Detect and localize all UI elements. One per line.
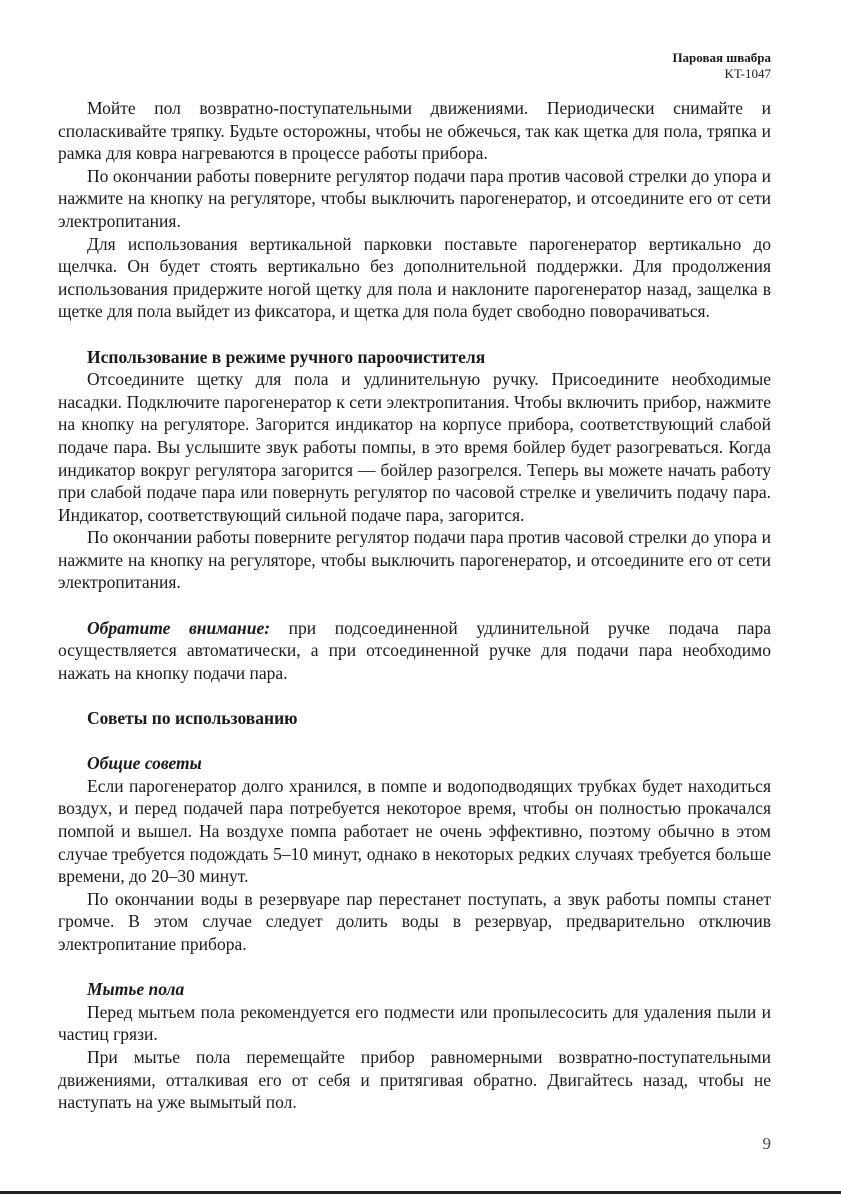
paragraph: Для использования вертикальной парковки поставьте парогенератор вертикально до щелчка. Он будет стоять вертикально без дополнительной поддержки. Для продолжения использования придержите ногой щетку для пола и наклоните парогенератор назад, защелка в щетке для пола выйдет из фиксатора, и щетка для пола будет свободно поворачиваться. <box>58 233 771 322</box>
note-text: при подсоединенной удлинительной ручке подача пара осуществляется автоматически, а при отсоединенной ручке для подачи пара необходимо нажать на кнопку подачи пара. <box>58 617 771 683</box>
section-heading-usage-tips: Советы по использованию <box>87 708 298 729</box>
paragraph: При мытье пола перемещайте прибор равномерными возвратно-поступательными движениями, отталкивая его от себя и притягивая обратно. Двигайтесь назад, чтобы не наступать на уже вымытый пол. <box>58 1046 771 1113</box>
note-lead: Обратите внимание: <box>87 617 271 638</box>
product-title: Паровая швабра <box>672 50 771 65</box>
paragraph: По окончании работы поверните регулятор подачи пара против часовой стрелки до упора и нажмите на кнопку на регуляторе, чтобы выключить парогенератор, и отсоедините его от сети электропитания. <box>58 165 771 231</box>
model-number: KT-1047 <box>724 66 771 81</box>
page-content <box>58 97 771 1114</box>
paragraph: Отсоедините щетку для пола и удлинительную ручку. Присоедините необходимые насадки. Подключите парогенератор к сети электропитания. Чтобы включить прибор, нажмите на кнопку на регуляторе. Загорится индикатор на корпусе прибора, соответствующий слабой подаче пара. Вы услышите звук работы помпы, в это время бойлер будет разогреваться. Когда индикатор вокруг регулятора загорится — бойлер разогрелся. Теперь вы можете начать работу при слабой подаче пара или повернуть регулятор по часовой стрелке и увеличить подачу пара. Индикатор, соответствующий сильной подаче пара, загорится. <box>58 369 771 525</box>
spacer <box>58 730 771 753</box>
subheading-general-tips: Общие советы <box>87 753 202 774</box>
paragraph: Перед мытьем пола рекомендуется его подмести или пропылесосить для удаления пыли и частиц грязи. <box>58 1001 771 1045</box>
paragraph: Мойте пол возвратно-поступательными движениями. Периодически снимайте и споласкивайте тряпку. Будьте осторожны, чтобы не обжечься, так как щетка для пола, тряпка и рамка для ковра нагреваются в процессе работы прибора. <box>58 98 771 164</box>
page-number: 9 <box>762 1134 771 1153</box>
spacer <box>58 594 771 617</box>
spacer <box>58 323 771 346</box>
paragraph: По окончании работы поверните регулятор подачи пара против часовой стрелки до упора и нажмите на кнопку на регуляторе, чтобы выключить парогенератор, и отсоедините его от сети электропитания. <box>58 527 771 593</box>
section-heading-manual-mode: Использование в режиме ручного пароочистителя <box>87 346 486 367</box>
subheading-floor-cleaning: Мытье пола <box>87 979 185 1000</box>
note-paragraph <box>58 617 771 685</box>
spacer <box>58 684 771 707</box>
paragraph: По окончании воды в резервуаре пар перестанет поступать, а звук работы помпы станет громче. В этом случае следует долить воды в резервуар, предварительно отключив электропитание прибора. <box>58 888 771 954</box>
paragraph: Если парогенератор долго хранился, в помпе и водоподводящих трубках будет находиться воздух, и перед подачей пара потребуется некоторое время, чтобы он полностью прокачался помпой и вышел. На воздухе помпа работает не очень эффективно, поэтому обычно в этом случае требуется подождать 5–10 минут, однако в некоторых редких случаях требуется больше времени, до 20–30 минут. <box>58 775 771 887</box>
running-header <box>672 50 771 82</box>
spacer <box>58 956 771 979</box>
